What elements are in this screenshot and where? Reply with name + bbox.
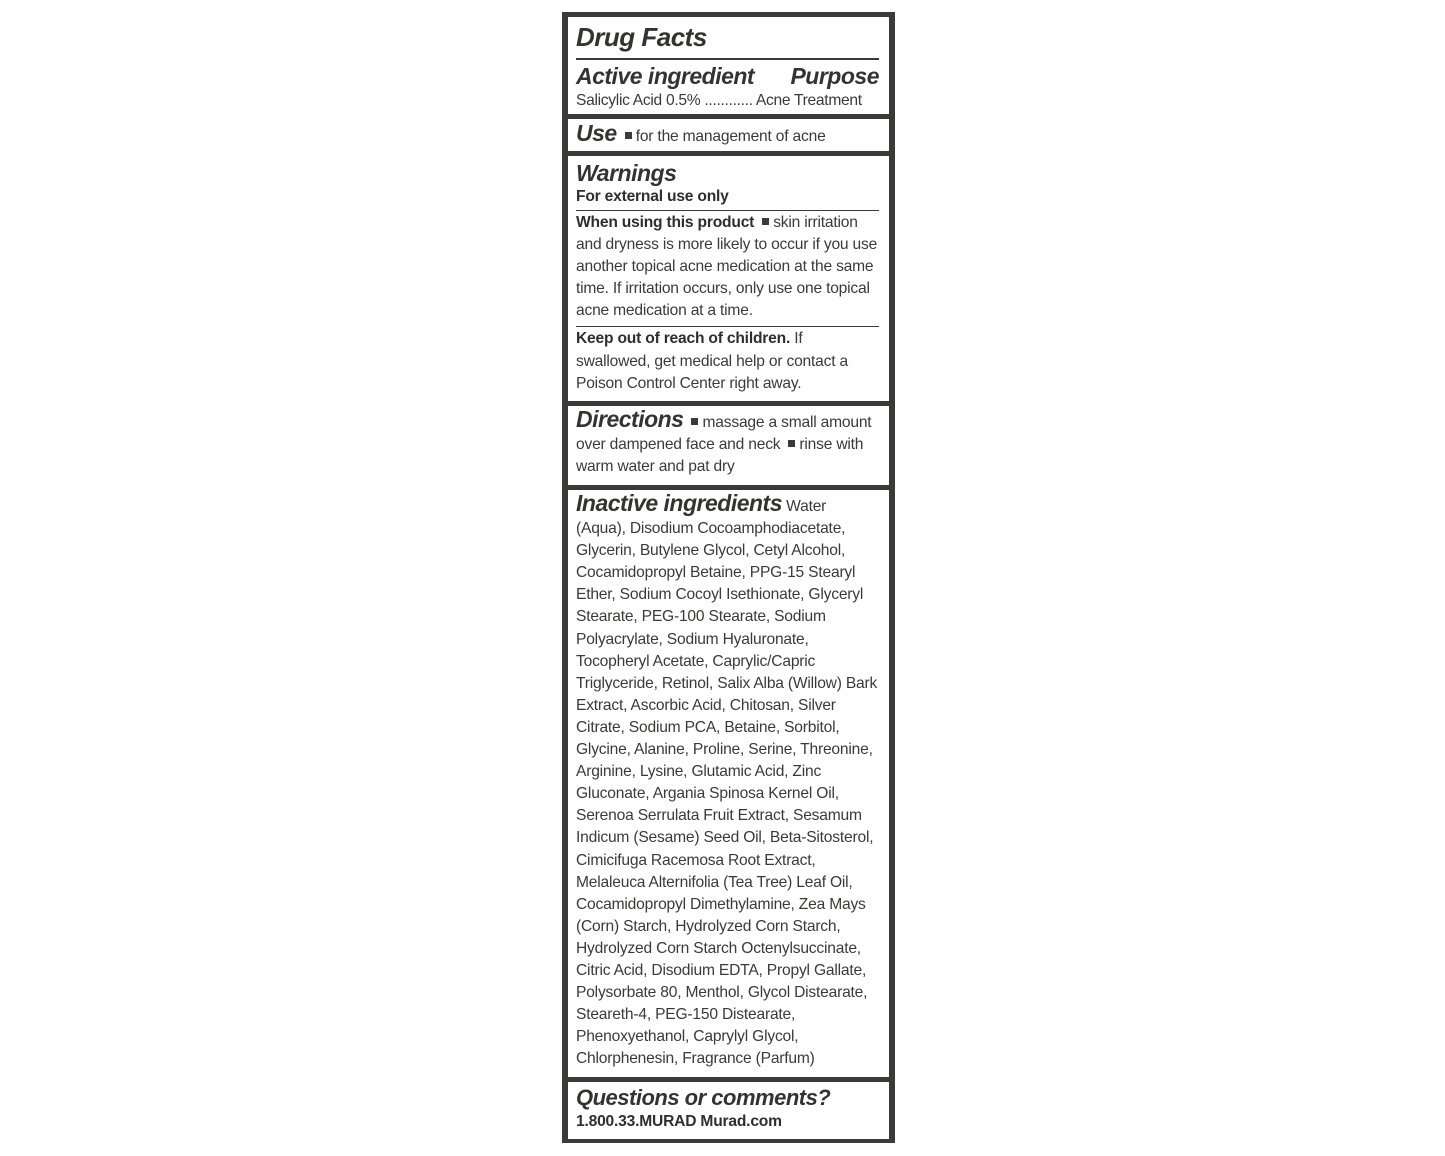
use-panel — [568, 119, 889, 151]
leader-dots: ............ — [704, 92, 753, 109]
use-text: for the management of acne — [635, 128, 826, 145]
contact-info: 1.800.33.MURAD Murad.com — [576, 1113, 782, 1130]
directions-panel — [568, 406, 889, 485]
inactive-ingredients-heading: Inactive ingredients — [576, 490, 783, 516]
when-using-text-2: and dryness is more likely to occur if you use another topical acne medication at the same time. If irritation occurs, only use one topical acne medication at a time. — [576, 236, 878, 320]
purpose-value: Acne Treatment — [755, 92, 862, 109]
directions-heading: Directions — [576, 406, 684, 432]
questions-heading: Questions or comments? — [576, 1085, 831, 1110]
bullet-icon — [762, 218, 769, 225]
active-ingredient-row — [576, 90, 879, 112]
warnings-heading: Warnings — [576, 160, 677, 186]
drug-facts-panel — [568, 17, 889, 114]
keep-out-section — [576, 328, 879, 394]
divider — [576, 210, 879, 211]
use-heading: Use — [576, 120, 617, 146]
directions-step-2: rinse with warm water and pat dry — [576, 436, 864, 476]
inactive-ingredients-panel — [568, 490, 889, 1077]
drug-facts-label — [562, 12, 895, 1143]
when-using-text-1: skin irritation — [773, 214, 858, 231]
questions-panel — [568, 1082, 889, 1139]
keep-out-text: If swallowed, get medical help or contact a Poison Control Center right away. — [576, 330, 848, 392]
drug-facts-title: Drug Facts — [576, 22, 707, 52]
divider — [576, 326, 879, 327]
inactive-ingredients-list: Water (Aqua), Disodium Cocoamphodiacetate, Glycerin, Butylene Glycol, Cetyl Alcohol, Cocamidopropyl Betaine, PPG-15 Stearyl Ether, Sodium Cocoyl Isethionate, Glyceryl Stearate, PEG-100 Stearate, Sodium Polyacrylate, Sodium Hyaluronate, Tocopheryl Acetate, Caprylic/Capric Triglyceride, Retinol, Salix Alba (Willow) Bark Extract, Ascorbic Acid, Chitosan, Silver Citrate, Sodium PCA, Betaine, Sorbitol, Glycine, Alanine, Proline, Serine, Threonine, Arginine, Lysine, Glutamic Acid, Zinc Gluconate, Argania Spinosa Kernel Oil, Serenoa Serrulata Fruit Extract, Sesamum Indicum (Sesame) Seed Oil, Beta-Sitosterol, Cimicifuga Racemosa Root Extract, Melaleuca Alternifolia (Tea Tree) Leaf Oil, Cocamidopropyl Dimethylamine, Zea Mays (Corn) Starch, Hydrolyzed Corn Starch, Hydrolyzed Corn Starch Octenylsuccinate, Citric Acid, Disodium EDTA, Propyl Gallate, Polysorbate 80, Menthol, Glycol Distearate, Steareth-4, PEG-150 Distearate, Phenoxyethanol, Caprylyl Glycol, Chlorphenesin, Fragrance (Parfum) — [576, 498, 878, 1068]
directions-section — [576, 406, 879, 478]
bullet-icon — [625, 132, 632, 139]
warnings-panel — [568, 156, 889, 401]
purpose-heading: Purpose — [790, 63, 879, 89]
bullet-icon — [691, 418, 698, 425]
keep-out-label: Keep out of reach of children. — [576, 330, 791, 348]
directions-step-1: massage a small amount over dampened face and neck — [576, 414, 872, 454]
when-using-label: When using this product — [576, 214, 755, 231]
bullet-icon — [788, 440, 795, 447]
active-ingredient-header-row — [576, 63, 879, 90]
active-ingredient-name: Salicylic Acid 0.5% — [576, 92, 701, 109]
active-ingredient-heading: Active ingredient — [576, 63, 755, 89]
inactive-ingredients-section — [576, 490, 879, 1070]
when-using-section — [576, 212, 879, 322]
use-row — [576, 119, 879, 148]
external-use-notice: For external use only — [576, 188, 729, 205]
divider — [576, 58, 879, 60]
